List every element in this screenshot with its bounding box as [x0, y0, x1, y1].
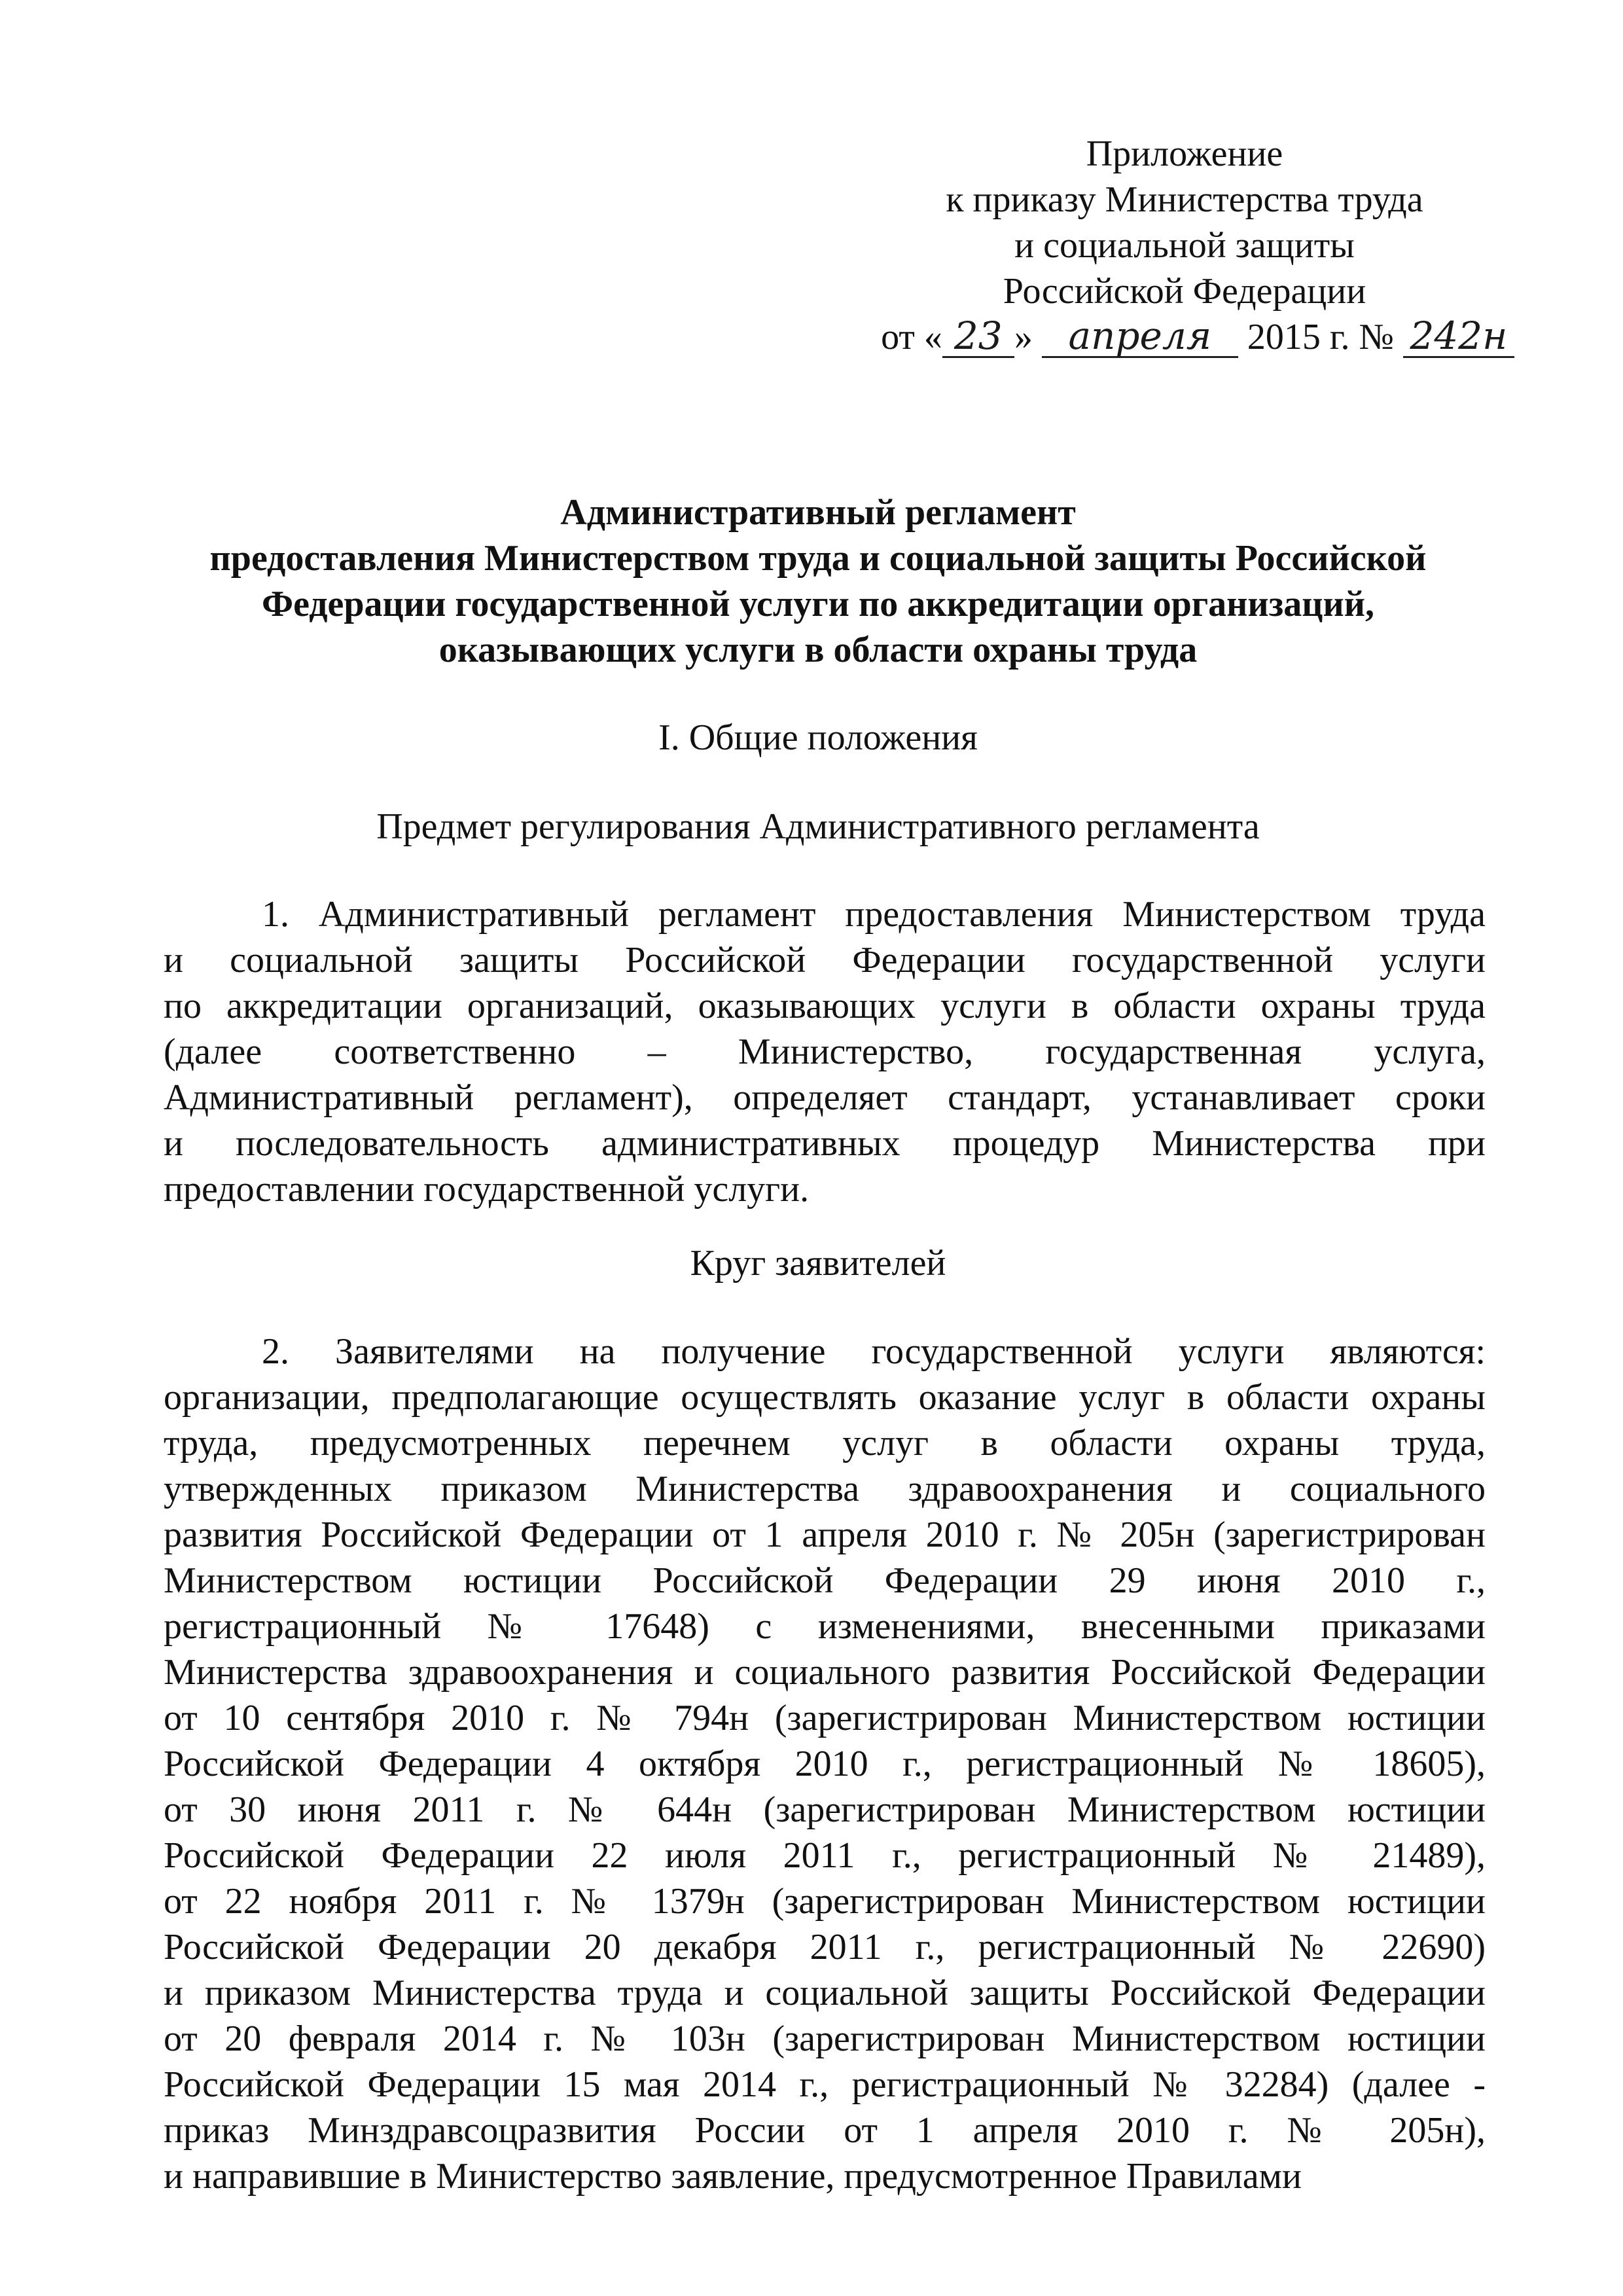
handwritten-day: 23: [942, 315, 1014, 358]
paragraph2-line: Министерства здравоохранения и социального развития Российской Федерации: [164, 1652, 1486, 1693]
paragraph2-line: Российской Федерации 22 июля 2011 г., регистрационный № 21489),: [164, 1835, 1486, 1876]
paragraph2-line: от 10 сентября 2010 г. № 794н (зарегистрирован Министерством юстиции: [164, 1698, 1486, 1738]
paragraph2-line: приказ Минздравсоцразвития России от 1 апреля 2010 г. № 205н),: [164, 2110, 1486, 2151]
paragraph2-line: и направившие в Министерство заявление, предусмотренное Правилами: [164, 2156, 1302, 2197]
paragraph2-line: 2. Заявителями на получение государственной услуги являются:: [262, 1331, 1486, 1372]
paragraph2-line: утвержденных приказом Министерства здравоохранения и социального: [164, 1469, 1486, 1509]
paragraph2-line: Российской Федерации 4 октября 2010 г., регистрационный № 18605),: [164, 1744, 1486, 1784]
paragraph2-line: развития Российской Федерации от 1 апреля 2010 г. № 205н (зарегистрирован: [164, 1515, 1486, 1555]
date-quote-close: »: [1014, 317, 1033, 357]
handwritten-order-number: 242н: [1403, 315, 1514, 358]
paragraph2-line: организации, предполагающие осуществлять оказание услуг в области охраны: [164, 1377, 1486, 1418]
paragraph-2: [164, 1329, 1486, 2199]
paragraph2-line: и приказом Министерства труда и социальной защиты Российской Федерации: [164, 1973, 1486, 2013]
paragraph2-line: труда, предусмотренных перечнем услуг в области охраны труда,: [164, 1423, 1486, 1463]
annex-label: Приложение: [1086, 134, 1283, 174]
annex-country: Российской Федерации: [1003, 271, 1366, 312]
annex-date-line: [864, 314, 1531, 360]
paragraph2-line: регистрационный № 17648) с изменениями, внесенными приказами: [164, 1606, 1486, 1647]
paragraph2-line: Российской Федерации 20 декабря 2011 г., регистрационный № 22690): [164, 1927, 1486, 1967]
paragraph1-line: по аккредитации организаций, оказывающих услуги в области охраны труда: [164, 986, 1486, 1026]
paragraph2-line: Министерством юстиции Российской Федерации 29 июня 2010 г.,: [164, 1560, 1486, 1601]
paragraph1-line: 1. Административный регламент предоставления Министерством труда: [262, 894, 1486, 935]
date-prefix: от «: [881, 317, 942, 357]
subheading-applicants: Круг заявителей: [690, 1243, 946, 1283]
year-text: 2015 г. №: [1247, 317, 1394, 357]
paragraph1-line: (далее соответственно – Министерство, государственная услуга,: [164, 1031, 1486, 1072]
annex-block: [838, 131, 1531, 360]
document-title: [151, 490, 1486, 673]
paragraph-1: [164, 891, 1486, 1212]
annex-order-ref: к приказу Министерства труда: [946, 179, 1423, 220]
paragraph1-line: предоставлении государственной услуги.: [164, 1169, 810, 1210]
handwritten-month: апреля: [1042, 315, 1238, 358]
paragraph2-line: от 20 февраля 2014 г. № 103н (зарегистрирован Министерством юстиции: [164, 2018, 1486, 2059]
paragraph1-line: Административный регламент), определяет стандарт, устанавливает сроки: [164, 1077, 1486, 1118]
paragraph2-line: Российской Федерации 15 мая 2014 г., регистрационный № 32284) (далее -: [164, 2064, 1486, 2105]
title-line-4: оказывающих услуги в области охраны труда: [438, 630, 1198, 670]
title-line-1: Административный регламент: [560, 492, 1076, 533]
paragraph1-line: и последовательность административных процедур Министерства при: [164, 1123, 1486, 1164]
paragraph2-line: от 22 ноября 2011 г. № 1379н (зарегистрирован Министерством юстиции: [164, 1881, 1486, 1922]
section-heading-general: I. Общие положения: [658, 717, 978, 758]
paragraph1-line: и социальной защиты Российской Федерации государственной услуги: [164, 940, 1486, 980]
title-line-3: Федерации государственной услуги по аккредитации организаций,: [262, 584, 1374, 624]
paragraph2-line: от 30 июня 2011 г. № 644н (зарегистрирован Министерством юстиции: [164, 1789, 1486, 1830]
annex-ministry: и социальной защиты: [1014, 225, 1355, 266]
subheading-subject: Предмет регулирования Административного регламента: [376, 806, 1260, 847]
title-line-2: предоставления Министерством труда и социальной защиты Российской: [209, 538, 1427, 579]
